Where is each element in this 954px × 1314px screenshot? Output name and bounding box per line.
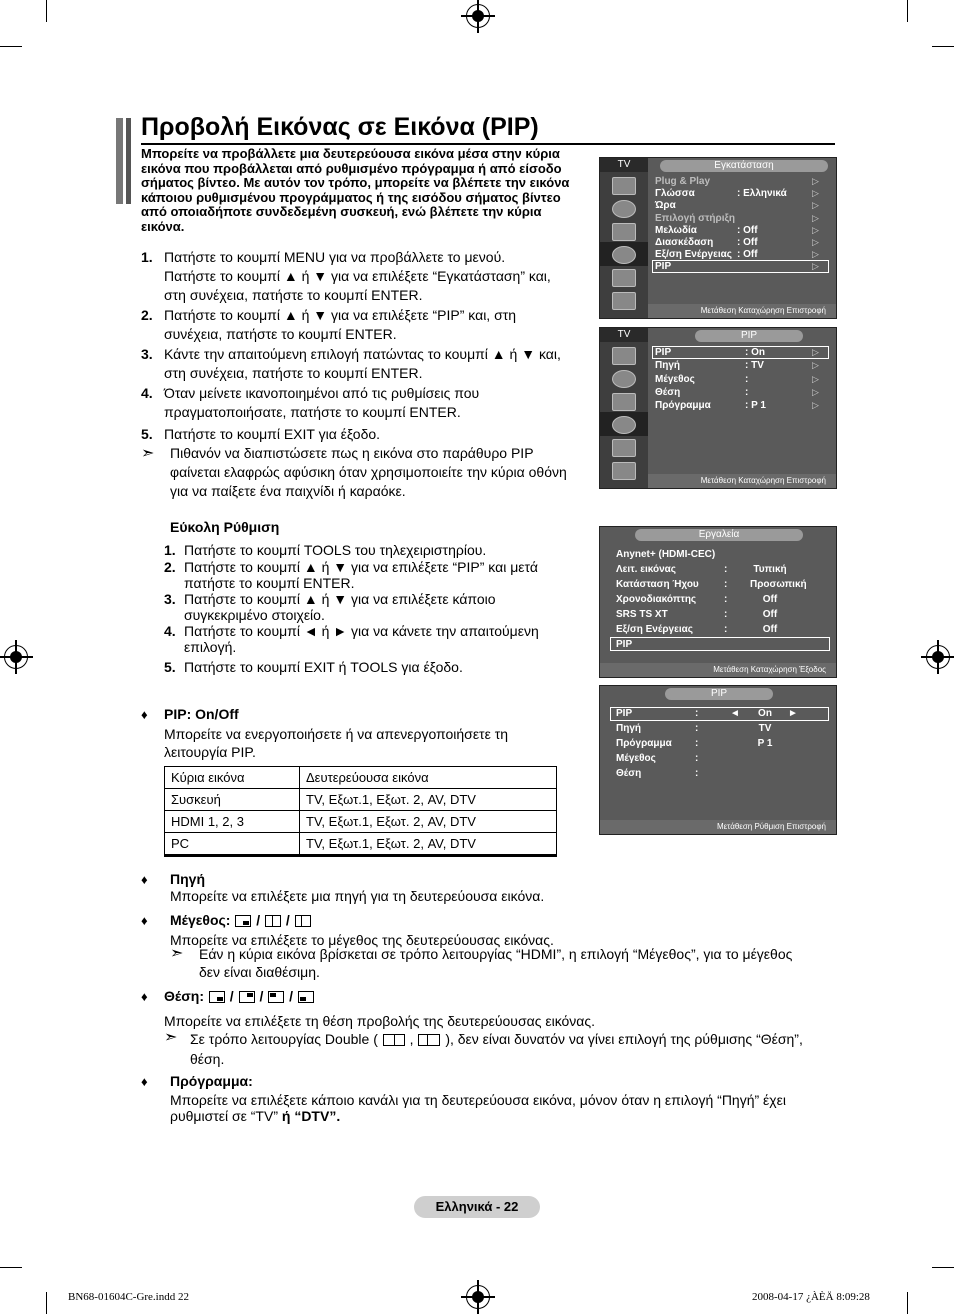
menu-item-value: Προσωπική: [750, 579, 807, 590]
menu-item-label: Εξ/ση Ενέργειας: [616, 624, 693, 635]
menu-sidebar: [600, 328, 648, 488]
menu-item-label: Plug & Play: [655, 176, 711, 187]
table-cell: Δευτερεύουσα εικόνα: [300, 767, 557, 789]
step-number: 5.: [141, 426, 153, 442]
menu-item-label: Πρόγραμμα: [616, 738, 672, 749]
crop-mark: [0, 1267, 22, 1268]
bullet-icon: ♦: [141, 989, 148, 1004]
menu-item-colon: :: [695, 753, 699, 764]
note-text: [170, 444, 600, 501]
menu-item-colon: :: [724, 609, 728, 620]
position-text: Μπορείτε να επιλέξετε τη θέση προβολής της δευτερεύουσας εικόνας.: [164, 1013, 596, 1029]
menu-screen-installation: [599, 157, 837, 319]
setup-gear-icon: [612, 246, 636, 264]
crop-mark: [932, 1267, 954, 1268]
menu-item-label: Μελωδία: [655, 224, 697, 236]
note-line: θέση.: [190, 1051, 225, 1067]
menu-item-label: PIP: [655, 347, 672, 358]
step-text: Πατήστε το κουμπί ▲ ή ▼ για να επιλέξετε κάποιο: [184, 591, 496, 607]
footer-file: BN68-01604C-Gre.indd 22: [68, 1291, 189, 1303]
chevron-right-icon: ▷: [812, 176, 819, 186]
position-heading: Θέση: / / /: [164, 988, 315, 1004]
crop-mark: [932, 46, 954, 47]
page-number-badge: Ελληνικά - 22: [414, 1196, 540, 1218]
menu-item-colon: :: [695, 738, 699, 749]
step-text: Πατήστε το κουμπί ▲ ή ▼ για να επιλέξετε “PIP” και μετά: [184, 559, 538, 575]
menu-item-value: TV: [758, 723, 772, 734]
menu-item-value: : On: [745, 347, 765, 358]
steps-list: [141, 248, 591, 445]
step-text: Πατήστε το κουμπί EXIT ή TOOLS για έξοδο.: [184, 659, 463, 675]
step-item: [164, 660, 594, 677]
table-cell: Συσκευή: [165, 789, 300, 811]
menu-item-colon: :: [724, 624, 728, 635]
menu-item-label: PIP: [616, 708, 633, 719]
pip-source-table: [164, 766, 557, 855]
note-arrow-icon: ➣: [170, 945, 184, 962]
page-title: Προβολή Εικόνας σε Εικόνα (PIP): [141, 113, 539, 141]
easy-setup-heading: Εύκολη Ρύθμιση: [170, 519, 280, 535]
step-item: [164, 560, 594, 592]
position-top-left-icon: [268, 991, 284, 1003]
note-line: Εάν η κύρια εικόνα βρίσκεται σε τρόπο λειτουργίας “HDMI”, η επιλογή “Μέγεθος”, για το μέγεθος: [199, 946, 793, 962]
menu-item-label: PIP: [616, 639, 633, 650]
position-note: Σε τρόπο λειτουργίας Double ( , ), δεν είναι δυνατόν να γίνει επιλογή της ρύθμισης “Θέση”, θέση.: [190, 1029, 840, 1069]
step-number: 1.: [141, 249, 153, 265]
title-bar-decoration: [126, 118, 131, 204]
registration-mark-icon: [926, 645, 950, 669]
menu-item-value: Off: [762, 609, 778, 620]
step-text: Πατήστε το κουμπί ◄ ή ► για να κάνετε την απαιτούμενη: [184, 623, 539, 639]
step-item: [141, 425, 591, 445]
menu-item-colon: :: [695, 723, 699, 734]
menu-item-value: Off: [762, 624, 778, 635]
menu-item-label: SRS TS XT: [616, 609, 668, 620]
menu-item-label: Επιλογή στήριξη: [655, 212, 736, 224]
menu-item-value: :: [745, 386, 749, 398]
source-heading: Πηγή: [170, 871, 205, 887]
step-text: πραγματοποιήσατε, πατήστε το κουμπί ENTER.: [164, 404, 461, 420]
note-line: Πιθανόν να διαπιστώσετε πως η εικόνα στο παράθυρο PIP: [170, 445, 534, 461]
position-bottom-left-icon: [298, 991, 314, 1003]
crop-mark: [907, 0, 908, 22]
menu-footer: Μετάθεση Καταχώρηση Επιστροφή: [648, 304, 836, 318]
menu-item-label: Ώρα: [655, 200, 676, 212]
menu-item-value: : Off: [737, 249, 758, 261]
bullet-icon: ♦: [141, 872, 148, 887]
table-cell: PC: [165, 833, 300, 855]
menu-item-label: Γλώσσα: [655, 188, 695, 200]
menu-header: PIP: [665, 688, 773, 700]
menu-item-label: Λειτ. εικόνας: [616, 564, 676, 575]
chevron-right-icon: ▷: [812, 249, 819, 260]
table-row: [165, 811, 557, 833]
menu-item-label: Θέση: [616, 768, 642, 779]
table-cell: TV, Εξωτ.1, Εξωτ. 2, AV, DTV: [300, 811, 557, 833]
chevron-right-icon: ▷: [812, 237, 819, 247]
menu-item-label: Διασκέδαση: [655, 237, 714, 248]
title-rule: [141, 143, 835, 145]
channel-icon: [612, 393, 636, 411]
source-text: Μπορείτε να επιλέξετε μια πηγή για τη δευτερεύουσα εικόνα.: [170, 888, 545, 904]
chevron-right-icon: ▷: [812, 200, 819, 211]
menu-item-label: Εξ/ση Ενέργειας: [655, 249, 732, 261]
sound-icon: [612, 200, 636, 218]
double-wide-icon: [295, 915, 311, 927]
step-number: 1.: [164, 542, 176, 558]
table-row: [165, 767, 557, 789]
picture-icon: [612, 177, 636, 195]
menu-item-value: : Off: [737, 237, 758, 248]
step-item: [141, 306, 591, 345]
menu-item-label: Πηγή: [616, 723, 641, 734]
step-text: συγκεκριμένο στοιχείο.: [184, 606, 325, 623]
note-line: Σε τρόπο λειτουργίας Double (: [190, 1031, 378, 1047]
step-text: Κάντε την απαιτούμενη επιλογή πατώντας το κουμπί ▲ ή ▼ και,: [164, 346, 561, 362]
step-item: [164, 592, 594, 624]
menu-item-colon: :: [695, 768, 699, 779]
chevron-right-icon: ▷: [812, 360, 819, 371]
step-text: Πατήστε το κουμπί EXIT για έξοδο.: [164, 426, 381, 442]
size-note: [199, 945, 839, 981]
chevron-right-icon: ▷: [812, 386, 819, 397]
step-number: 2.: [141, 307, 153, 323]
position-top-right-icon: [239, 991, 255, 1003]
menu-item-label: Θέση: [655, 386, 681, 398]
menu-item-label: Anynet+ (HDMI-CEC): [616, 549, 716, 560]
step-number: 4.: [164, 623, 176, 639]
step-number: 4.: [141, 385, 153, 401]
step-text: επιλογή.: [184, 638, 237, 655]
note-arrow-icon: ➣: [141, 445, 155, 462]
size-text: Μπορείτε να επιλέξετε το μέγεθος της δευτερεύουσας εικόνας.: [170, 932, 554, 948]
menu-selected-item: [610, 637, 830, 651]
crop-mark: [0, 46, 22, 47]
menu-header: Εγκατάσταση: [660, 160, 828, 172]
bullet-icon: ♦: [141, 707, 148, 722]
chevron-right-icon: ▷: [812, 400, 819, 411]
menu-item-label: Μέγεθος: [655, 373, 695, 385]
note-line: δεν είναι διαθέσιμη.: [199, 964, 320, 980]
tv-label: TV: [600, 158, 648, 172]
intro-text: Μπορείτε να προβάλλετε μια δευτερεύουσα εικόνα μέσα στην κύρια εικόνα που προβάλλεται από ρυθμισμένο πρόγραμμα ή από είσοδο σήματος βίντεο. Με αυτόν τον τρόπο, μπορείτε να βλέπετε την εικόνα κάποιου ρυθμισμένου προγράμματος ή της εισόδου σήματος βίντεο από οποιαδήποτε συνδεδεμένη συσκευή, ενώ βλέπετε την κύρια εικόνα.: [141, 146, 570, 234]
position-bottom-right-icon: [209, 991, 225, 1003]
step-item: [164, 624, 594, 660]
double-icon: [265, 915, 281, 927]
registration-mark-icon: [466, 1285, 490, 1309]
right-arrow-icon: ►: [788, 708, 798, 719]
menu-footer: Μετάθεση Ρύθμιση Επιστροφή: [600, 820, 836, 834]
step-number: 2.: [164, 559, 176, 575]
program-text: [170, 1092, 850, 1124]
bullet-icon: ♦: [141, 1074, 148, 1089]
menu-item-colon: :: [724, 579, 728, 590]
step-text: στη συνέχεια, πατήστε το κουμπί ENTER.: [164, 287, 423, 303]
step-item: [164, 543, 594, 560]
note-line: για να παίξετε ένα παιχνίδι ή καραόκε.: [170, 483, 406, 499]
note-line: φαίνεται ελαφρώς αφύσικη όταν χρησιμοποιείτε την κύρια οθόνη: [170, 464, 567, 480]
position-heading-label: Θέση:: [164, 988, 204, 1004]
chevron-right-icon: ▷: [812, 261, 819, 272]
step-text: Όταν μείνετε ικανοποιημένοι από τις ρυθμίσεις που: [164, 385, 480, 401]
menu-item-label: PIP: [655, 261, 672, 273]
crop-mark: [907, 1292, 908, 1314]
picture-icon: [612, 347, 636, 365]
menu-item-label: Πηγή: [655, 360, 680, 372]
text-line: ρυθμιστεί σε “TV”: [170, 1108, 278, 1124]
menu-item-colon: :: [695, 708, 699, 719]
menu-item-value: : TV: [745, 360, 764, 372]
step-text: στη συνέχεια, πατήστε το κουμπί ENTER.: [164, 365, 423, 381]
input-icon: [612, 439, 636, 457]
step-text: Πατήστε το κουμπί ▲ ή ▼ για να επιλέξετε “Εγκατάσταση” και,: [164, 268, 551, 284]
table-cell: Κύρια εικόνα: [165, 767, 300, 789]
support-icon: [612, 292, 636, 310]
size-heading-label: Μέγεθος:: [170, 912, 231, 928]
menu-item-value: : P 1: [745, 400, 766, 412]
pip-tools-screen: [599, 685, 837, 835]
menu-screen-pip: [599, 327, 837, 489]
chevron-right-icon: ▷: [812, 373, 819, 384]
input-icon: [612, 269, 636, 287]
menu-item-label: Κατάσταση Ήχου: [616, 579, 699, 590]
step-item: [141, 248, 591, 306]
menu-sidebar: [600, 158, 648, 318]
step-item: [141, 384, 591, 425]
chevron-right-icon: ▷: [812, 212, 819, 223]
channel-icon: [612, 223, 636, 241]
step-text: συνέχεια, πατήστε το κουμπί ENTER.: [164, 326, 397, 342]
program-heading: Πρόγραμμα:: [170, 1073, 253, 1089]
menu-item-colon: :: [724, 594, 728, 605]
table-cell: HDMI 1, 2, 3: [165, 811, 300, 833]
double-icon: [383, 1034, 405, 1046]
chevron-right-icon: ▷: [812, 188, 819, 199]
note-arrow-icon: ➣: [164, 1029, 178, 1046]
registration-mark-icon: [466, 4, 490, 28]
menu-selected-item: [652, 346, 829, 359]
chevron-right-icon: ▷: [812, 224, 819, 235]
menu-item-value: : Ελληνικά: [737, 188, 787, 200]
menu-item-label: Χρονοδιακόπτης: [616, 594, 697, 605]
menu-item-value: Off: [762, 594, 778, 605]
table-row: [165, 789, 557, 811]
step-text: Πατήστε το κουμπί MENU για να προβάλλετε το μενού.: [164, 249, 506, 265]
step-item: [141, 345, 591, 384]
size-heading: Μέγεθος: / /: [170, 912, 312, 928]
tools-menu-screen: [599, 526, 837, 678]
pip-onoff-heading: PIP: On/Off: [164, 706, 239, 722]
menu-item-value: Τυπική: [753, 564, 787, 575]
menu-selected-item: [652, 260, 829, 273]
table-bottom-rule: [164, 855, 557, 857]
step-text: Πατήστε το κουμπί ▲ ή ▼ για να επιλέξετε “PIP” και, στη: [164, 307, 517, 323]
text-line: ή “DTV”.: [281, 1108, 341, 1124]
crop-mark: [46, 0, 47, 22]
menu-item-label: Πρόγραμμα: [655, 400, 711, 412]
menu-item-value: P 1: [757, 738, 773, 749]
menu-item-value: : Off: [737, 224, 758, 236]
crop-mark: [46, 1292, 47, 1314]
pip-small-icon: [235, 915, 251, 927]
step-text: Πατήστε το κουμπί TOOLS του τηλεχειριστηρίου.: [184, 542, 487, 558]
menu-footer: Μετάθεση Καταχώρηση Έξοδος: [600, 663, 836, 677]
left-arrow-icon: ◄: [730, 708, 740, 719]
step-text: πατήστε το κουμπί ENTER.: [184, 574, 355, 591]
menu-item-value: :: [745, 373, 749, 385]
step-number: 3.: [141, 346, 153, 362]
chevron-right-icon: ▷: [812, 347, 819, 357]
menu-item-value: On: [758, 708, 772, 719]
table-cell: TV, Εξωτ.1, Εξωτ. 2, AV, DTV: [300, 789, 557, 811]
pip-onoff-text: [164, 725, 508, 761]
menu-item-colon: :: [724, 564, 728, 575]
title-bar-decoration: [116, 118, 123, 204]
setup-gear-icon: [612, 416, 636, 434]
menu-header: Εργαλεία: [635, 529, 803, 541]
step-number: 5.: [164, 659, 176, 675]
tv-label: TV: [600, 328, 648, 342]
menu-header: PIP: [695, 330, 803, 342]
support-icon: [612, 462, 636, 480]
bullet-icon: ♦: [141, 913, 148, 928]
registration-mark-icon: [4, 645, 28, 669]
sound-icon: [612, 370, 636, 388]
table-cell: TV, Εξωτ.1, Εξωτ. 2, AV, DTV: [300, 833, 557, 855]
menu-footer: Μετάθεση Καταχώρηση Επιστροφή: [648, 474, 836, 488]
text-line: Μπορείτε να επιλέξετε κάποιο κανάλι για τη δευτερεύουσα εικόνα, μόνον όταν η επιλογή “Πηγή” έχει: [170, 1092, 786, 1108]
step-number: 3.: [164, 591, 176, 607]
menu-item-label: Μέγεθος: [616, 753, 656, 764]
text-line: Μπορείτε να ενεργοποιήσετε ή να απενεργοποιήσετε τη: [164, 726, 509, 742]
table-row: [165, 833, 557, 855]
easy-steps-list: [164, 543, 594, 677]
note-line: ), δεν είναι δυνατόν να γίνει επιλογή της ρύθμισης “Θέση”,: [445, 1031, 803, 1047]
text-line: λειτουργία PIP.: [164, 744, 256, 760]
footer-date: 2008-04-17 ¿ÀÈÄ 8:09:28: [752, 1291, 870, 1303]
double-wide-icon: [418, 1034, 440, 1046]
